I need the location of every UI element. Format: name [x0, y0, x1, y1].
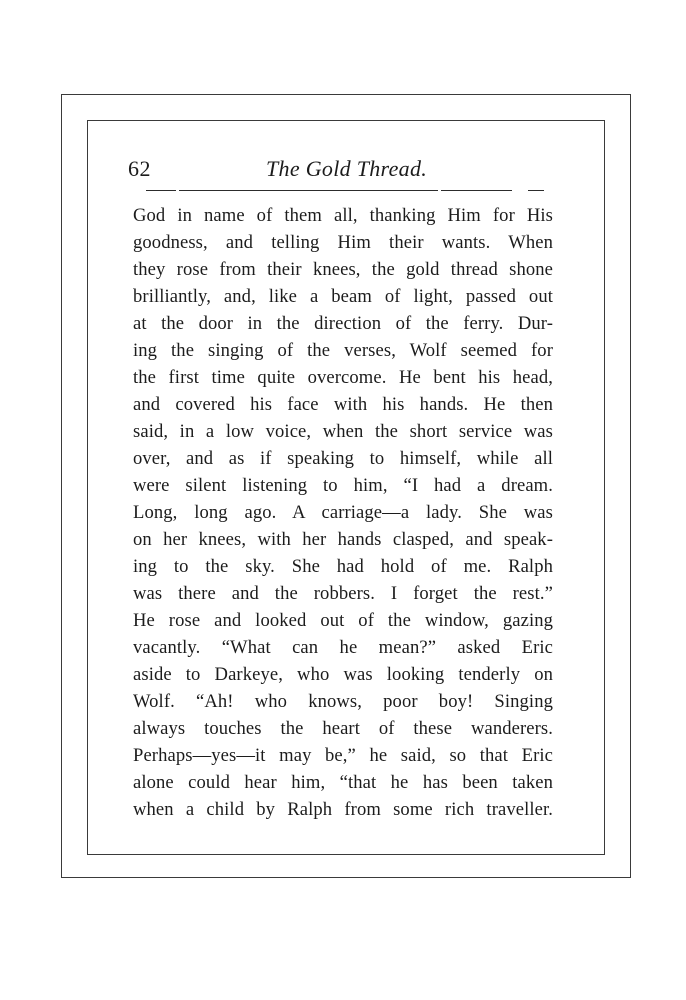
header-rule: [441, 190, 512, 191]
text-line: ing to the sky. She had hold of me. Ralph: [133, 556, 553, 577]
page-number: 62: [128, 156, 151, 181]
text-line: Wolf. “Ah! who knows, poor boy! Singing: [133, 691, 553, 712]
running-head-title: The Gold Thread.: [266, 156, 428, 181]
text-line: at the door in the direction of the ferry. Dur-: [133, 313, 553, 334]
text-line: Perhaps—yes—it may be,” he said, so that Eric: [133, 745, 553, 766]
text-line: brilliantly, and, like a beam of light, passed out: [133, 286, 553, 307]
text-line: were silent listening to him, “I had a dream.: [133, 475, 553, 496]
text-line: they rose from their knees, the gold thread shone: [133, 259, 553, 280]
text-line: said, in a low voice, when the short service was: [133, 421, 553, 442]
text-line: over, and as if speaking to himself, while all: [133, 448, 553, 469]
text-line: He rose and looked out of the window, gazing: [133, 610, 553, 631]
header-rule: [179, 190, 438, 191]
body-text: [133, 202, 553, 823]
text-line: alone could hear him, “that he has been taken: [133, 772, 553, 793]
header-rule: [146, 190, 176, 191]
text-line: and covered his face with his hands. He then: [133, 394, 553, 415]
text-line: the first time quite overcome. He bent his head,: [133, 367, 553, 388]
text-line: on her knees, with her hands clasped, and speak-: [133, 529, 553, 550]
text-line: aside to Darkeye, who was looking tenderly on: [133, 664, 553, 685]
header-rule: [528, 190, 544, 191]
text-line: goodness, and telling Him their wants. When: [133, 232, 553, 253]
text-line: always touches the heart of these wanderers.: [133, 718, 553, 739]
text-line: ing the singing of the verses, Wolf seemed for: [133, 340, 553, 361]
text-line: when a child by Ralph from some rich traveller.: [133, 799, 553, 820]
text-line: was there and the robbers. I forget the rest.”: [133, 583, 553, 604]
text-line: God in name of them all, thanking Him for His: [133, 205, 553, 226]
text-line: Long, long ago. A carriage—a lady. She was: [133, 502, 553, 523]
text-line: vacantly. “What can he mean?” asked Eric: [133, 637, 553, 658]
